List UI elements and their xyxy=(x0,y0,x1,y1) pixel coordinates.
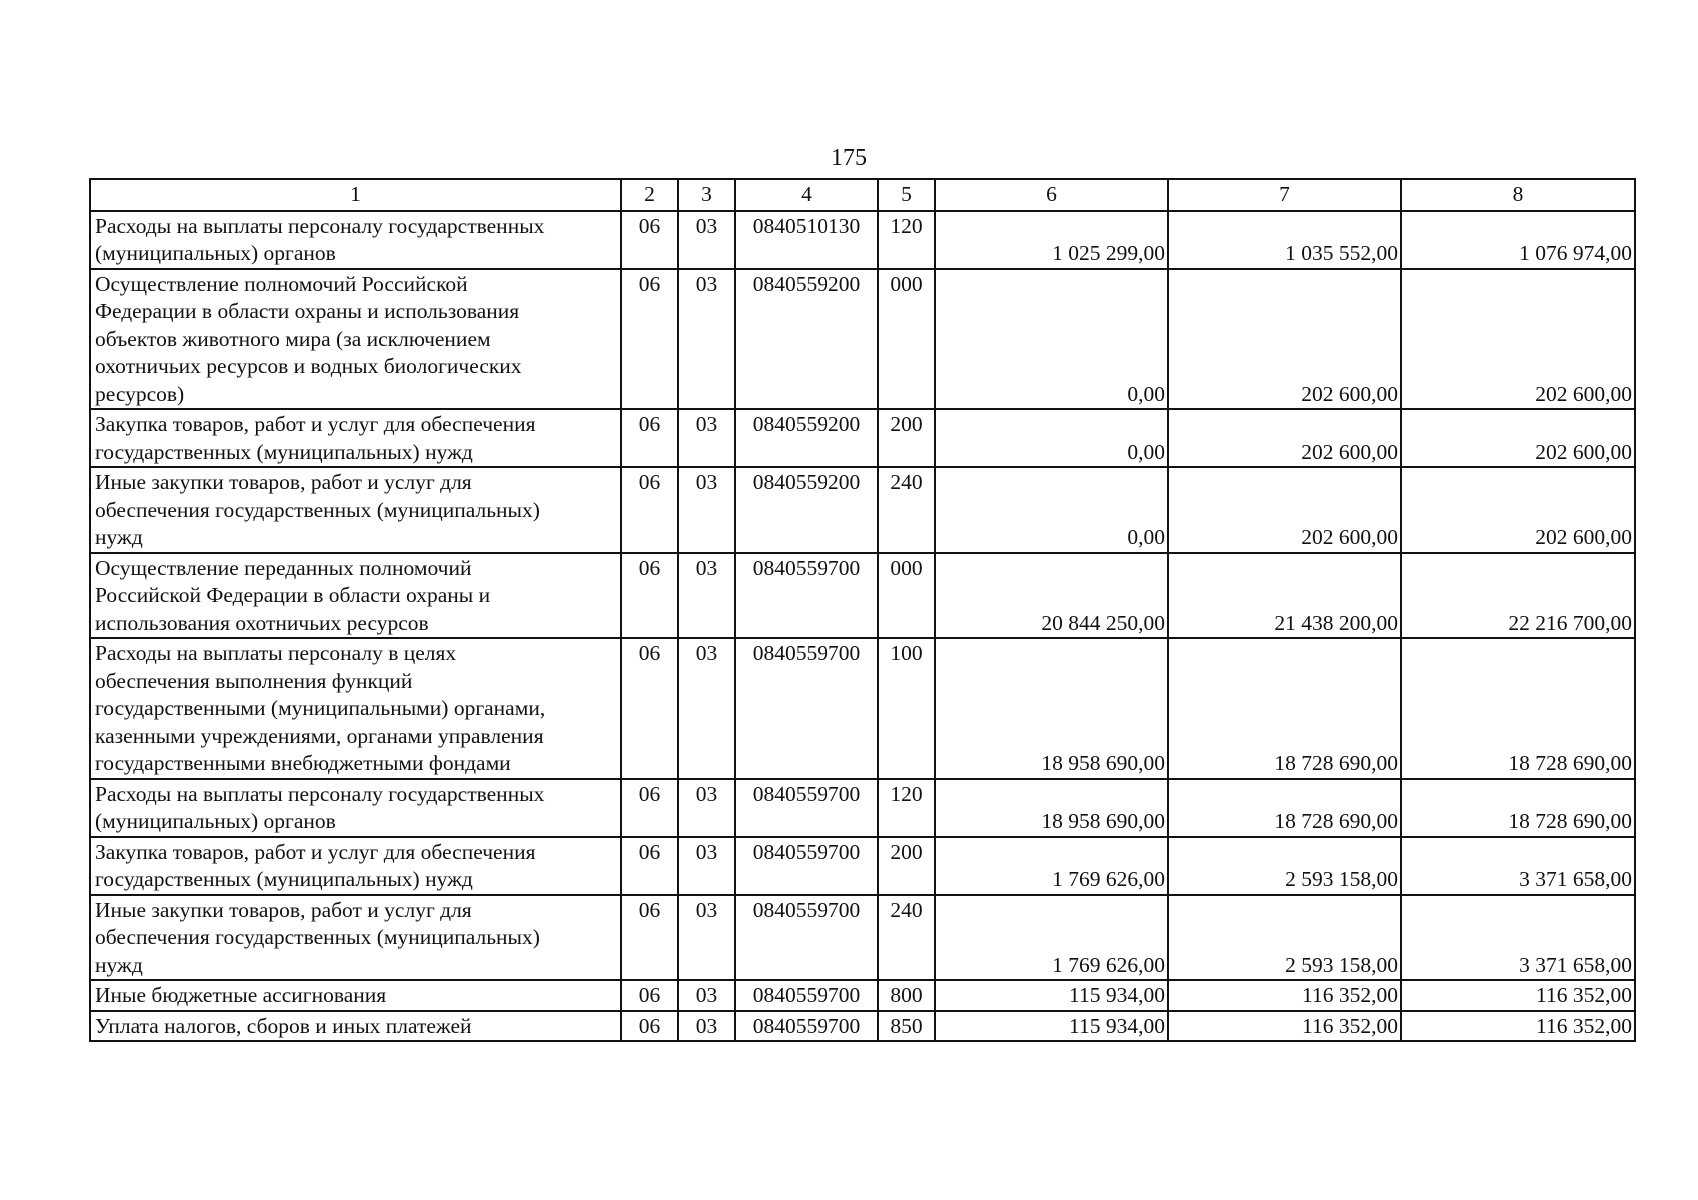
expense-type-code: 120 xyxy=(878,211,935,269)
section-code: 06 xyxy=(621,980,678,1011)
amount-col-7: 1 035 552,00 xyxy=(1168,211,1401,269)
expense-type-code: 200 xyxy=(878,837,935,895)
description-line: Федерации в области охраны и использования xyxy=(95,299,520,323)
amount-col-6: 20 844 250,00 xyxy=(935,553,1168,639)
amount-col-7: 2 593 158,00 xyxy=(1168,837,1401,895)
target-article-code: 0840559700 xyxy=(735,1011,878,1042)
subsection-code: 03 xyxy=(678,269,735,410)
amount-col-8: 1 076 974,00 xyxy=(1401,211,1635,269)
row-description xyxy=(90,269,621,410)
table-row xyxy=(90,980,1635,1011)
description-line: Закупка товаров, работ и услуг для обеспечения xyxy=(95,839,536,864)
expense-type-code: 000 xyxy=(878,269,935,410)
description-line: (муниципальных) органов xyxy=(95,241,336,265)
amount-col-8: 22 216 700,00 xyxy=(1401,553,1635,639)
amount-col-6: 1 025 299,00 xyxy=(935,211,1168,269)
subsection-code: 03 xyxy=(678,980,735,1011)
description-line: казенными учреждениями, органами управления xyxy=(95,723,544,748)
description-line: Иные закупки товаров, работ и услуг для xyxy=(95,470,472,494)
amount-col-6: 18 958 690,00 xyxy=(935,638,1168,779)
row-description xyxy=(90,779,621,837)
subsection-code: 03 xyxy=(678,837,735,895)
row-description xyxy=(90,837,621,895)
table-row xyxy=(90,553,1635,639)
description-line: Осуществление переданных полномочий xyxy=(95,555,472,580)
amount-col-8: 202 600,00 xyxy=(1401,409,1635,467)
section-code: 06 xyxy=(621,837,678,895)
expense-type-code: 000 xyxy=(878,553,935,639)
header-cell: 6 xyxy=(935,179,1168,211)
amount-col-8: 202 600,00 xyxy=(1401,269,1635,410)
amount-col-7: 2 593 158,00 xyxy=(1168,895,1401,981)
target-article-code: 0840559700 xyxy=(735,895,878,981)
description-line: Закупка товаров, работ и услуг для обеспечения xyxy=(95,412,536,436)
amount-col-6: 0,00 xyxy=(935,269,1168,410)
expense-type-code: 120 xyxy=(878,779,935,837)
amount-col-7: 18 728 690,00 xyxy=(1168,779,1401,837)
table-header-row xyxy=(90,179,1635,211)
description-line: государственных (муниципальных) нужд xyxy=(95,439,473,464)
description-line: объектов животного мира (за исключением xyxy=(95,326,491,351)
table-row xyxy=(90,837,1635,895)
description-line: обеспечения государственных (муниципальных) xyxy=(95,497,540,522)
subsection-code: 03 xyxy=(678,779,735,837)
description-line: Расходы на выплаты персоналу в целях xyxy=(95,641,457,665)
amount-col-6: 18 958 690,00 xyxy=(935,779,1168,837)
amount-col-7: 116 352,00 xyxy=(1168,1011,1401,1042)
amount-col-8: 3 371 658,00 xyxy=(1401,895,1635,981)
table-row xyxy=(90,211,1635,269)
amount-col-8: 18 728 690,00 xyxy=(1401,638,1635,779)
header-cell: 1 xyxy=(90,179,621,211)
amount-col-6: 115 934,00 xyxy=(935,1011,1168,1042)
row-description xyxy=(90,467,621,553)
description-line: использования охотничьих ресурсов xyxy=(95,610,429,635)
amount-col-7: 18 728 690,00 xyxy=(1168,638,1401,779)
subsection-code: 03 xyxy=(678,211,735,269)
page-number: 175 xyxy=(831,145,867,171)
amount-col-8: 116 352,00 xyxy=(1401,1011,1635,1042)
description-line: Иные закупки товаров, работ и услуг для xyxy=(95,897,472,922)
amount-col-7: 202 600,00 xyxy=(1168,269,1401,410)
description-line: нужд xyxy=(95,952,143,977)
amount-col-6: 0,00 xyxy=(935,467,1168,553)
row-description xyxy=(90,211,621,269)
target-article-code: 0840510130 xyxy=(735,211,878,269)
row-description xyxy=(90,638,621,779)
expense-type-code: 850 xyxy=(878,1011,935,1042)
target-article-code: 0840559700 xyxy=(735,553,878,639)
target-article-code: 0840559700 xyxy=(735,638,878,779)
amount-col-7: 116 352,00 xyxy=(1168,980,1401,1011)
table-row xyxy=(90,409,1635,467)
header-cell: 8 xyxy=(1401,179,1635,211)
amount-col-8: 202 600,00 xyxy=(1401,467,1635,553)
description-line: государственными (муниципальными) органами, xyxy=(95,696,546,720)
target-article-code: 0840559700 xyxy=(735,837,878,895)
header-cell: 2 xyxy=(621,179,678,211)
amount-col-6: 115 934,00 xyxy=(935,980,1168,1011)
section-code: 06 xyxy=(621,895,678,981)
header-cell: 3 xyxy=(678,179,735,211)
amount-col-7: 202 600,00 xyxy=(1168,467,1401,553)
description-line: государственными внебюджетными фондами xyxy=(95,751,511,775)
description-line: государственных (муниципальных) нужд xyxy=(95,867,473,891)
amount-col-8: 18 728 690,00 xyxy=(1401,779,1635,837)
description-line: обеспечения выполнения функций xyxy=(95,668,413,693)
amount-col-8: 3 371 658,00 xyxy=(1401,837,1635,895)
section-code: 06 xyxy=(621,553,678,639)
section-code: 06 xyxy=(621,409,678,467)
table-row xyxy=(90,895,1635,981)
description-line: Российской Федерации в области охраны и xyxy=(95,583,491,607)
description-line: охотничьих ресурсов и водных биологических xyxy=(95,354,522,378)
table-row xyxy=(90,467,1635,553)
subsection-code: 03 xyxy=(678,409,735,467)
table-body xyxy=(90,179,1635,1041)
subsection-code: 03 xyxy=(678,553,735,639)
description-line: ресурсов) xyxy=(95,381,185,406)
table-row xyxy=(90,1011,1635,1042)
target-article-code: 0840559200 xyxy=(735,467,878,553)
expense-type-code: 240 xyxy=(878,895,935,981)
section-code: 06 xyxy=(621,1011,678,1042)
target-article-code: 0840559200 xyxy=(735,269,878,410)
header-cell: 7 xyxy=(1168,179,1401,211)
header-cell: 5 xyxy=(878,179,935,211)
table-row xyxy=(90,779,1635,837)
subsection-code: 03 xyxy=(678,895,735,981)
section-code: 06 xyxy=(621,269,678,410)
table-row xyxy=(90,638,1635,779)
description-line: Расходы на выплаты персоналу государственных xyxy=(95,781,545,806)
expense-type-code: 100 xyxy=(878,638,935,779)
row-description xyxy=(90,409,621,467)
description-line: (муниципальных) органов xyxy=(95,809,336,833)
row-description xyxy=(90,1011,621,1042)
row-description xyxy=(90,553,621,639)
expense-type-code: 240 xyxy=(878,467,935,553)
expense-type-code: 800 xyxy=(878,980,935,1011)
description-line: Осуществление полномочий Российской xyxy=(95,271,468,296)
amount-col-7: 202 600,00 xyxy=(1168,409,1401,467)
description-line: нужд xyxy=(95,525,143,549)
budget-table xyxy=(89,178,1636,1042)
amount-col-6: 0,00 xyxy=(935,409,1168,467)
amount-col-8: 116 352,00 xyxy=(1401,980,1635,1011)
description-line: Иные бюджетные ассигнования xyxy=(95,983,387,1007)
amount-col-6: 1 769 626,00 xyxy=(935,895,1168,981)
subsection-code: 03 xyxy=(678,638,735,779)
row-description xyxy=(90,980,621,1011)
header-cell: 4 xyxy=(735,179,878,211)
table-row xyxy=(90,269,1635,410)
section-code: 06 xyxy=(621,467,678,553)
target-article-code: 0840559700 xyxy=(735,779,878,837)
target-article-code: 0840559700 xyxy=(735,980,878,1011)
description-line: Расходы на выплаты персоналу государственных xyxy=(95,213,545,238)
section-code: 06 xyxy=(621,638,678,779)
section-code: 06 xyxy=(621,211,678,269)
description-line: Уплата налогов, сборов и иных платежей xyxy=(95,1013,472,1038)
target-article-code: 0840559200 xyxy=(735,409,878,467)
section-code: 06 xyxy=(621,779,678,837)
expense-type-code: 200 xyxy=(878,409,935,467)
subsection-code: 03 xyxy=(678,1011,735,1042)
subsection-code: 03 xyxy=(678,467,735,553)
amount-col-6: 1 769 626,00 xyxy=(935,837,1168,895)
amount-col-7: 21 438 200,00 xyxy=(1168,553,1401,639)
row-description xyxy=(90,895,621,981)
description-line: обеспечения государственных (муниципальных) xyxy=(95,925,540,949)
